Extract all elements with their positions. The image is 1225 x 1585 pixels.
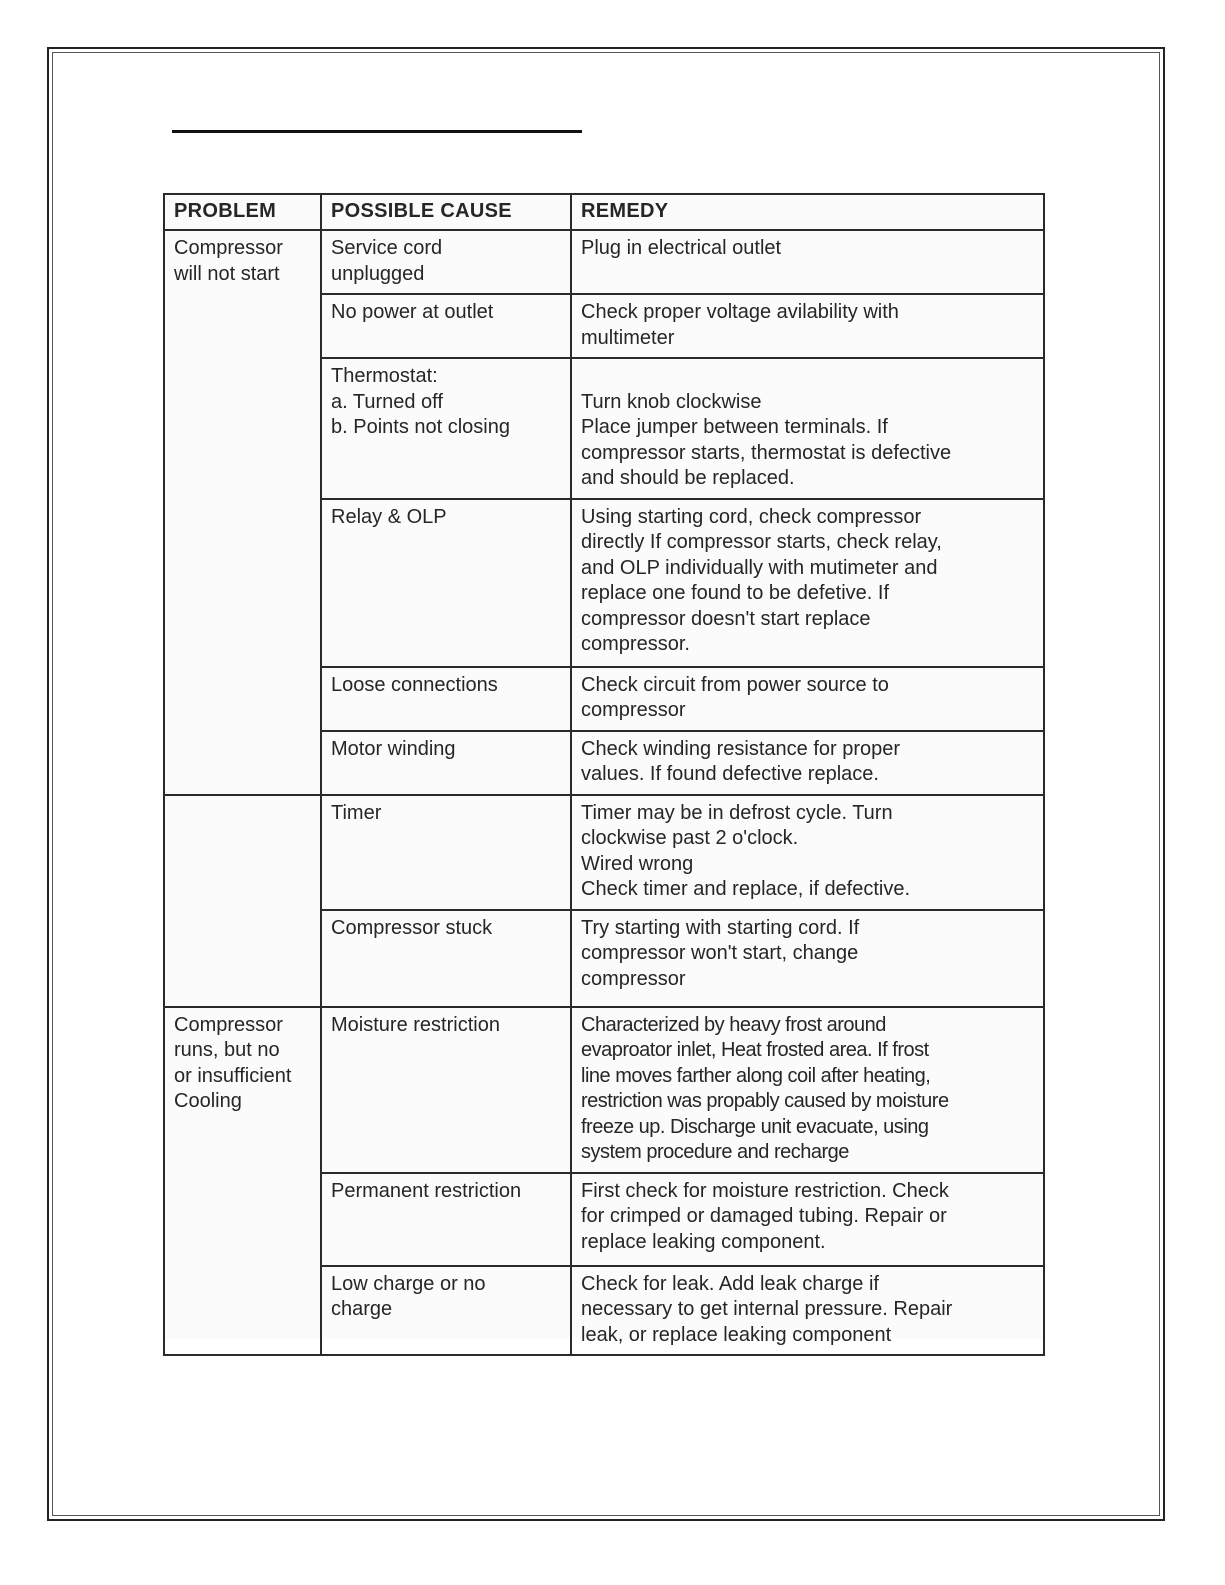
cause-cell: Moisture restriction (321, 1007, 571, 1173)
remedy-cell: Timer may be in defrost cycle. Turn clockwise past 2 o'clock. Wired wrong Check timer and replace, if defective. (571, 795, 1044, 910)
cause-cell: Motor winding (321, 731, 571, 795)
cause-cell: No power at outlet (321, 294, 571, 358)
remedy-cell: Using starting cord, check compressor directly If compressor starts, check relay, and OLP individually with mutimeter and replace one found to be defetive. If compressor doesn't start replace compressor. (571, 499, 1044, 667)
table-header-row (164, 194, 1044, 230)
header-problem: PROBLEM (164, 194, 321, 230)
remedy-cell: Check circuit from power source to compressor (571, 667, 1044, 731)
cause-cell: Relay & OLP (321, 499, 571, 667)
remedy-text: Turn knob clockwise Place jumper between terminals. If compressor starts, thermostat is defective and should be replaced. (581, 390, 952, 489)
header-remedy: REMEDY (571, 194, 1044, 230)
remedy-cell: Try starting with starting cord. If compressor won't start, change compressor (571, 910, 1044, 1007)
remedy-cell: Plug in electrical outlet (571, 230, 1044, 294)
table-row (164, 1007, 1044, 1173)
troubleshooting-table (163, 193, 1045, 1356)
header-possible-cause: POSSIBLE CAUSE (321, 194, 571, 230)
problem-cell (164, 795, 321, 1007)
cause-cell: Timer (321, 795, 571, 910)
cause-cell: Loose connections (321, 667, 571, 731)
remedy-cell: Check winding resistance for proper values. If found defective replace. (571, 731, 1044, 795)
heading-underline (172, 130, 582, 133)
table-row (164, 230, 1044, 294)
table-row (164, 795, 1044, 910)
remedy-cell: Check for leak. Add leak charge if necessary to get internal pressure. Repair leak, or replace leaking component (571, 1266, 1044, 1356)
remedy-cell: Check proper voltage avilability with multimeter (571, 294, 1044, 358)
remedy-cell (571, 358, 1044, 499)
cause-cell: Low charge or no charge (321, 1266, 571, 1356)
cause-cell: Compressor stuck (321, 910, 571, 1007)
problem-cell: Compressor will not start (164, 230, 321, 795)
cause-cell: Service cord unplugged (321, 230, 571, 294)
cause-cell: Permanent restriction (321, 1173, 571, 1266)
problem-cell: Compressor runs, but no or insufficient Cooling (164, 1007, 321, 1356)
remedy-cell: First check for moisture restriction. Check for crimped or damaged tubing. Repair or replace leaking component. (571, 1173, 1044, 1266)
remedy-cell: Characterized by heavy frost around evaproator inlet, Heat frosted area. If frost line moves farther along coil after heating, restriction was propably caused by moisture freeze up. Discharge unit evacuate, using system procedure and recharge (571, 1007, 1044, 1173)
cause-cell: Thermostat: a. Turned off b. Points not closing (321, 358, 571, 499)
